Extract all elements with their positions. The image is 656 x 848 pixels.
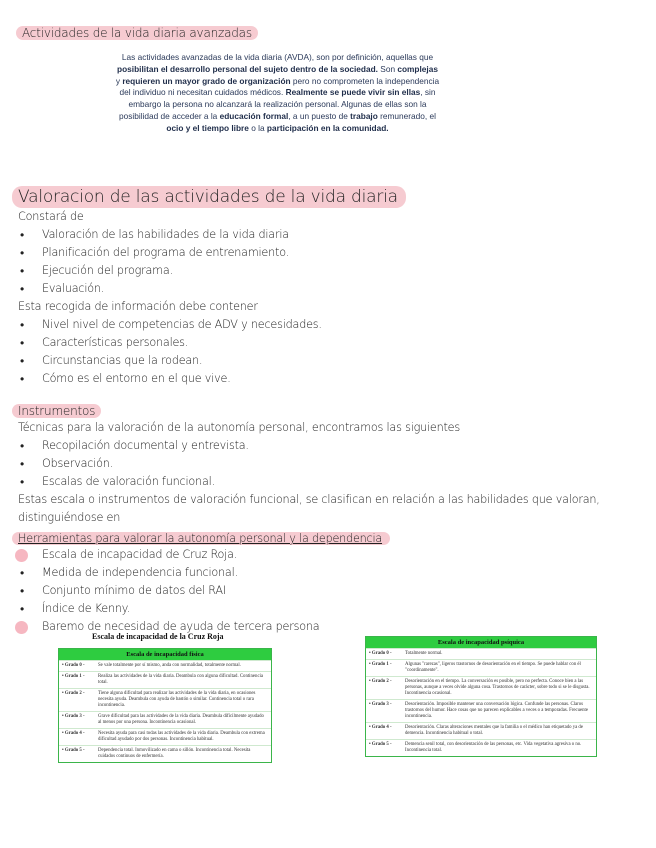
- grado-description: Desorientación. Claras alteraciones mentales que la familia o el médico han etiquetado ya de demencia. Incontinencia habitual o total.: [405, 725, 583, 736]
- escalas-text: Estas escala o instrumentos de valoración funcional, se clasifican en relación a las habilidades que valoran, distinguiéndose en: [18, 493, 600, 524]
- intro-emphasis: educación formal: [219, 110, 289, 121]
- grado-label: • Grado 0 -: [369, 651, 392, 656]
- recogida-label: Esta recogida de información debe contener: [18, 300, 258, 313]
- grado-label: • Grado 5 -: [369, 742, 392, 747]
- intro-text: , a un puesto de: [288, 110, 351, 121]
- grado-description: Realiza las actividades de la vida diaria. Deambula con alguna dificultad. Continencia total.: [98, 674, 264, 685]
- grado-description: Grave dificultad para las actividades de la vida diaria. Deambula difícilmente ayudado al menos por una persona. Incontinencia ocasional.: [98, 714, 264, 725]
- table-row: [59, 745, 271, 762]
- list-item: • Cómo es el entorno en el que vive.: [18, 370, 642, 388]
- list-item: • Conjunto mínimo de datos del RAI: [18, 582, 642, 600]
- grado-label: • Grado 2 -: [62, 691, 85, 696]
- list-item: Baremo de necesidad de ayuda de tercera persona: [18, 618, 642, 636]
- table-row: [59, 660, 271, 671]
- instrumentos-section: [12, 400, 642, 636]
- grado-label: • Grado 4 -: [62, 731, 85, 736]
- instrumentos-list-1: [12, 437, 642, 491]
- constara-label: Constará de: [18, 210, 84, 223]
- list-item: • Nivel nivel de competencias de ADV y necesidades.: [18, 316, 642, 334]
- intro-emphasis: posibilitan el desarrollo personal del sujeto dentro de la sociedad.: [117, 63, 378, 74]
- intro-emphasis: trabajo: [350, 110, 378, 121]
- instrumentos-heading: Instrumentos: [12, 404, 101, 418]
- intro-text: Son: [377, 63, 398, 74]
- table-row: [366, 699, 596, 722]
- tabla-psiquica-header: Escala de incapacidad psíquica: [366, 637, 596, 648]
- herramientas-subheading: Herramientas para valorar la autonomía personal y la dependencia: [12, 532, 390, 545]
- grado-description: Demencia senil total, con desorientación de las personas, etc. Vida vegetativa agresiva o no. Incontinencia total.: [405, 742, 582, 753]
- list-item: • Recopilación documental y entrevista.: [18, 437, 642, 455]
- grado-description: Tiene alguna dificultad para realizar las actividades de la vida diaria, en ocasiones necesita ayuda. Deambula con ayuda de bastón o similar. Continencia total o rara incontinencia.: [98, 691, 256, 708]
- grado-description: Se vale totalmente por sí mismo, anda con normalidad, totalmente normal.: [98, 663, 241, 668]
- list-item: • Planificación del programa de entrenamiento.: [18, 244, 642, 262]
- grado-description: Dependencia total. Inmovilizado en cama o sillón. Incontinencia total. Necesita cuidados continuos de enfermería.: [98, 748, 251, 759]
- tabla-fisica-header: Escala de incapacidad física: [59, 649, 271, 660]
- grado-label: • Grado 3 -: [369, 702, 392, 707]
- tabla-fisica-caption: Escala de incapacidad de la Cruz Roja: [92, 632, 224, 641]
- valoracion-list-1: [12, 226, 642, 298]
- list-item: • Valoración de las habilidades de la vida diaria: [18, 226, 642, 244]
- list-item: • Escalas de valoración funcional.: [18, 473, 642, 491]
- list-item: • Circunstancias que la rodean.: [18, 352, 642, 370]
- table-row: [59, 728, 271, 745]
- title-highlight: Actividades de la vida diaria avanzadas: [16, 26, 258, 40]
- valoracion-heading: Valoracion de las actividades de la vida diaria: [12, 186, 406, 208]
- list-item: • Ejecución del programa.: [18, 262, 642, 280]
- table-row: [59, 671, 271, 688]
- intro-emphasis: requieren un mayor grado de organización: [122, 75, 291, 86]
- intro-text: o la: [248, 122, 267, 133]
- table-row: [366, 722, 596, 739]
- grado-label: • Grado 1 -: [369, 662, 392, 667]
- tabla-incapacidad-psiquica: [365, 636, 597, 757]
- grado-label: • Grado 5 -: [62, 748, 85, 753]
- grado-label: • Grado 4 -: [369, 725, 392, 730]
- list-item: • Índice de Kenny.: [18, 600, 642, 618]
- table-row: [366, 648, 596, 659]
- grado-label: • Grado 2 -: [369, 679, 392, 684]
- valoracion-list-2: [12, 316, 642, 388]
- grado-description: Totalmente normal.: [405, 651, 443, 656]
- intro-emphasis: ocio y el tiempo libre: [166, 122, 249, 133]
- grado-description: Necesita ayuda para casi todas las actividades de la vida diaria. Deambula con extrema dificultad ayudado por dos personas. Incontinencia habitual.: [98, 731, 265, 742]
- tecnicas-text: Técnicas para la valoración de la autonomía personal, encontramos las siguientes: [18, 421, 460, 434]
- intro-paragraph: [115, 52, 440, 135]
- table-row: [366, 659, 596, 676]
- list-item: • Medida de independencia funcional.: [18, 564, 642, 582]
- grado-description: Desorientación en el tiempo. La conversación es posible, pero no perfecta. Conoce bien a las personas, aunque a veces olvide alguna cosa. Trastornos de carácter, sobre todo si se le disgusta. Incontinencia ocasional.: [405, 679, 590, 696]
- grado-description: Algunas "rarezas", ligeros trastornos de desorientación en el tiempo. Se puede hablar con él "coordinamente".: [405, 662, 581, 673]
- tabla-incapacidad-fisica: [58, 648, 272, 763]
- table-row: [366, 739, 596, 756]
- table-row: [59, 711, 271, 728]
- intro-emphasis: participación en la comunidad.: [266, 122, 389, 133]
- grado-label: • Grado 0 -: [62, 663, 85, 668]
- grado-label: • Grado 1 -: [62, 674, 85, 679]
- intro-text: y: [115, 75, 123, 86]
- intro-text: pero no comprometen la independencia del individuo ni necesitan cuidados médicos.: [119, 75, 440, 98]
- intro-text: , sin embargo la persona no alcanzará la realización personal. Algunas de ellas son la posibilidad de acceder a la: [119, 87, 436, 121]
- list-item: Escala de incapacidad de Cruz Roja.: [18, 546, 642, 564]
- grado-label: • Grado 3 -: [62, 714, 85, 719]
- intro-text: Las actividades avanzadas de la vida diaria (AVDA), son por definición, aquellas que: [121, 52, 434, 62]
- section-title-avda: [16, 26, 258, 40]
- list-item: • Evaluación.: [18, 280, 642, 298]
- instrumentos-list-2: [12, 546, 642, 636]
- intro-text: remunerado, el: [377, 110, 436, 121]
- table-row: [59, 688, 271, 711]
- intro-emphasis: complejas: [397, 63, 438, 74]
- intro-emphasis: Realmente se puede vivir sin ellas: [285, 87, 421, 98]
- table-row: [366, 676, 596, 699]
- list-item: • Características personales.: [18, 334, 642, 352]
- grado-description: Desorientación. Imposible mantener una conversación lógica. Confunde las personas. Claros trastornos del humor. Hace cosas que no parecen explicables a veces o a temporadas. Frecuente incontinencia.: [405, 702, 589, 719]
- valoracion-section: [12, 186, 642, 388]
- list-item: • Observación.: [18, 455, 642, 473]
